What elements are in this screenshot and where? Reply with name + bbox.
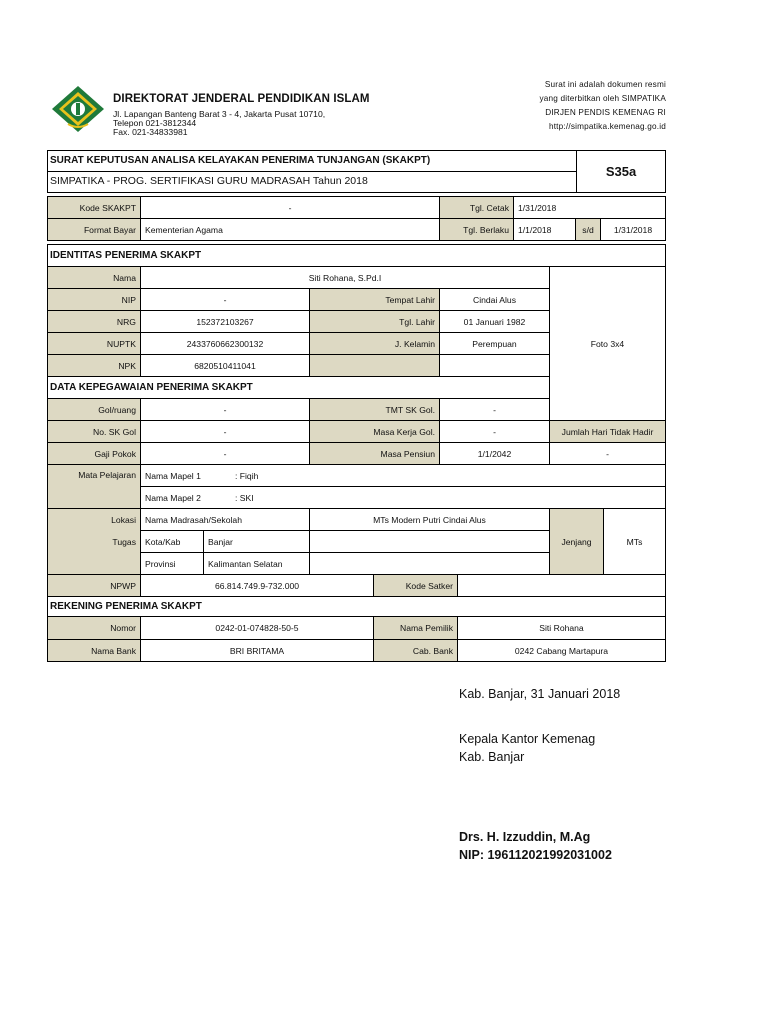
org-address: Jl. Lapangan Banteng Barat 3 - 4, Jakarta Pusat 10710, [113,109,326,119]
note-line-2: yang diterbitkan oleh SIMPATIKA [539,94,666,103]
mapel1-value: : Fiqih [231,465,665,487]
masakerja-label: Masa Kerja Gol. [310,421,440,443]
gaji-label: Gaji Pokok [48,443,141,465]
format-value: Kementerian Agama [141,219,440,240]
gaji-value: - [141,443,310,465]
npwp-value: 66.814.749.9-732.000 [141,575,374,597]
kode-label: Kode SKAKPT [48,197,141,219]
kemenag-logo [50,84,106,134]
kotakab-filler [310,531,550,553]
sign-position-2: Kab. Banjar [459,750,525,764]
jumlah-value: - [550,443,665,465]
lokasi-label: Lokasi [48,509,141,531]
mapel1-label: Nama Mapel 1 [141,465,231,487]
satker-label: Kode Satker [374,575,458,597]
sign-name: Drs. H. Izzuddin, M.Ag [459,830,591,844]
tmt-label: TMT SK Gol. [310,399,440,421]
nomor-label: Nomor [48,617,141,640]
tugas-label: Tugas [48,531,141,553]
jumlah-label: Jumlah Hari Tidak Hadir [550,421,665,443]
provinsi-filler [310,553,550,575]
npk-filler [310,355,440,377]
kelamin-value: Perempuan [440,333,550,355]
tmt-value: - [440,399,550,421]
tgl-cetak-label: Tgl. Cetak [440,197,514,219]
tgl-berlaku-value: 1/1/2018 [514,219,576,240]
cab-value: 0242 Cabang Martapura [458,640,665,661]
cab-label: Cab. Bank [374,640,458,661]
bank-label: Nama Bank [48,640,141,661]
nama-label: Nama [48,267,141,289]
golruang-label: Gol/ruang [48,399,141,421]
data-table [47,244,666,662]
doc-code: S35a [605,164,637,179]
org-phone: Telepon 021-3812344 [113,118,197,128]
pensiun-label: Masa Pensiun [310,443,440,465]
pemilik-label: Nama Pemilik [374,617,458,640]
org-name: DIREKTORAT JENDERAL PENDIDIKAN ISLAM [113,93,370,105]
format-label: Format Bayar [48,219,141,240]
pensiun-value: 1/1/2042 [440,443,550,465]
mapel2-value: : SKI [231,487,665,509]
note-link[interactable]: http://simpatika.kemenag.go.id [548,122,666,131]
title-box [47,150,666,193]
foto-box: Foto 3x4 [550,267,665,421]
npk-value: 6820510411041 [141,355,310,377]
kotakab-label: Kota/Kab [141,531,204,553]
jenjang-label: Jenjang [550,509,604,575]
nosk-label: No. SK Gol [48,421,141,443]
nuptk-label: NUPTK [48,333,141,355]
kelamin-label: J. Kelamin [310,333,440,355]
tgl-lahir-label: Tgl. Lahir [310,311,440,333]
tgl-berlaku-label: Tgl. Berlaku [440,219,514,240]
rekening-title: REKENING PENERIMA SKAKPT [48,597,665,617]
kode-value: - [141,197,440,219]
masakerja-value: - [440,421,550,443]
lokasi-filler [48,553,141,575]
nrg-label: NRG [48,311,141,333]
meta-table [47,196,666,241]
note-line-3: DIRJEN PENDIS KEMENAG RI [545,108,666,117]
satker-value [458,575,665,597]
org-fax: Fax. 021-34833981 [113,127,188,137]
bank-value: BRI BRITAMA [141,640,374,661]
kepegawaian-title: DATA KEPEGAWAIAN PENERIMA SKAKPT [48,377,550,399]
nrg-value: 152372103267 [141,311,310,333]
npk-filler-2 [440,355,550,377]
jenjang-value: MTs [604,509,665,575]
nuptk-value: 2433760662300132 [141,333,310,355]
sign-position-1: Kepala Kantor Kemenag [459,732,596,746]
tgl-cetak-value: 1/31/2018 [514,197,665,219]
doc-title: SURAT KEPUTUSAN ANALISA KELAYAKAN PENERIMA TUNJANGAN (SKAKPT) [48,151,577,172]
nip-value: - [141,289,310,311]
nomor-value: 0242-01-074828-50-5 [141,617,374,640]
npwp-label: NPWP [48,575,141,597]
sd-label: s/d [576,219,601,240]
provinsi-label: Provinsi [141,553,204,575]
provinsi-value: Kalimantan Selatan [204,553,310,575]
pemilik-value: Siti Rohana [458,617,665,640]
madrasah-label: Nama Madrasah/Sekolah [141,509,310,531]
note-line-1: Surat ini adalah dokumen resmi [544,80,666,89]
sd-value: 1/31/2018 [601,219,665,240]
sign-place-date: Kab. Banjar, 31 Januari 2018 [459,687,621,701]
sign-nip: NIP: 196112021992031002 [459,848,612,862]
tempat-lahir-label: Tempat Lahir [310,289,440,311]
tempat-lahir-value: Cindai Alus [440,289,550,311]
doc-subtitle: SIMPATIKA - PROG. SERTIFIKASI GURU MADRASAH Tahun 2018 [48,172,577,192]
nip-label: NIP [48,289,141,311]
madrasah-value: MTs Modern Putri Cindai Alus [310,509,550,531]
nama-value: Siti Rohana, S.Pd.I [141,267,550,289]
golruang-value: - [141,399,310,421]
npk-label: NPK [48,355,141,377]
tgl-lahir-value: 01 Januari 1982 [440,311,550,333]
nosk-value: - [141,421,310,443]
mapel-label: Mata Pelajaran [48,465,141,509]
identitas-title: IDENTITAS PENERIMA SKAKPT [48,245,665,267]
kotakab-value: Banjar [204,531,310,553]
mapel2-label: Nama Mapel 2 [141,487,231,509]
